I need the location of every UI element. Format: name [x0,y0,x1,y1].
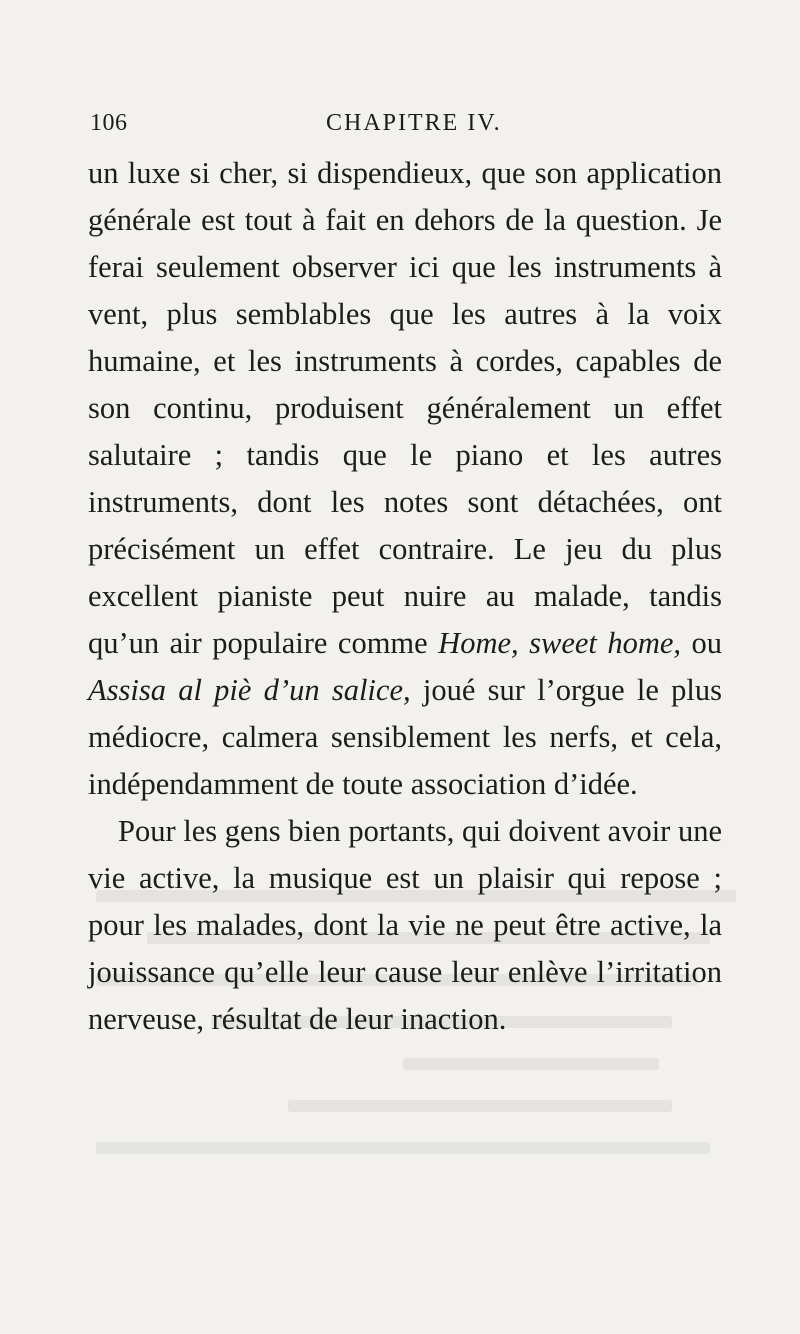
paragraph-1-text-before: un luxe si cher, si dispendieux, que son application générale est tout à fait en dehors de la question. Je ferai seulement observer ici que les instruments à vent, plus semblables que les autres à la voix humaine, et les instruments à cordes, capables de son continu, produisent généralement un effet salutaire ; tandis que le piano et les autres instruments, dont les notes sont détachées, ont précisément un effet contraire. Le jeu du plus excellent pianiste peut nuire au malade, tandis qu’un air populaire comme [88,156,722,660]
paragraph-1-text-after: joué sur l’orgue le plus médiocre, calmera sensiblement les nerfs, et cela, indépendamment de toute association d’idée. [88,673,722,801]
paragraph-1 [88,150,722,808]
page-number: 106 [90,110,128,136]
paragraph-2: Pour les gens bien portants, qui doivent avoir une vie active, la musique est un plaisir qui repose ; pour les malades, dont la vie ne peut être active, la jouissance qu’elle leur cause leur enlève l’irritation nerveuse, résultat de leur inaction. [88,814,722,1036]
body-text [88,150,722,1043]
paragraph-1-text-middle: ou [681,626,723,660]
song-title-assisa-al-pie: Assisa al piè d’un salice, [88,673,411,707]
page-header [90,110,720,146]
running-head: CHAPITRE IV. [326,110,502,136]
song-title-home-sweet-home: Home, sweet home, [438,626,682,660]
